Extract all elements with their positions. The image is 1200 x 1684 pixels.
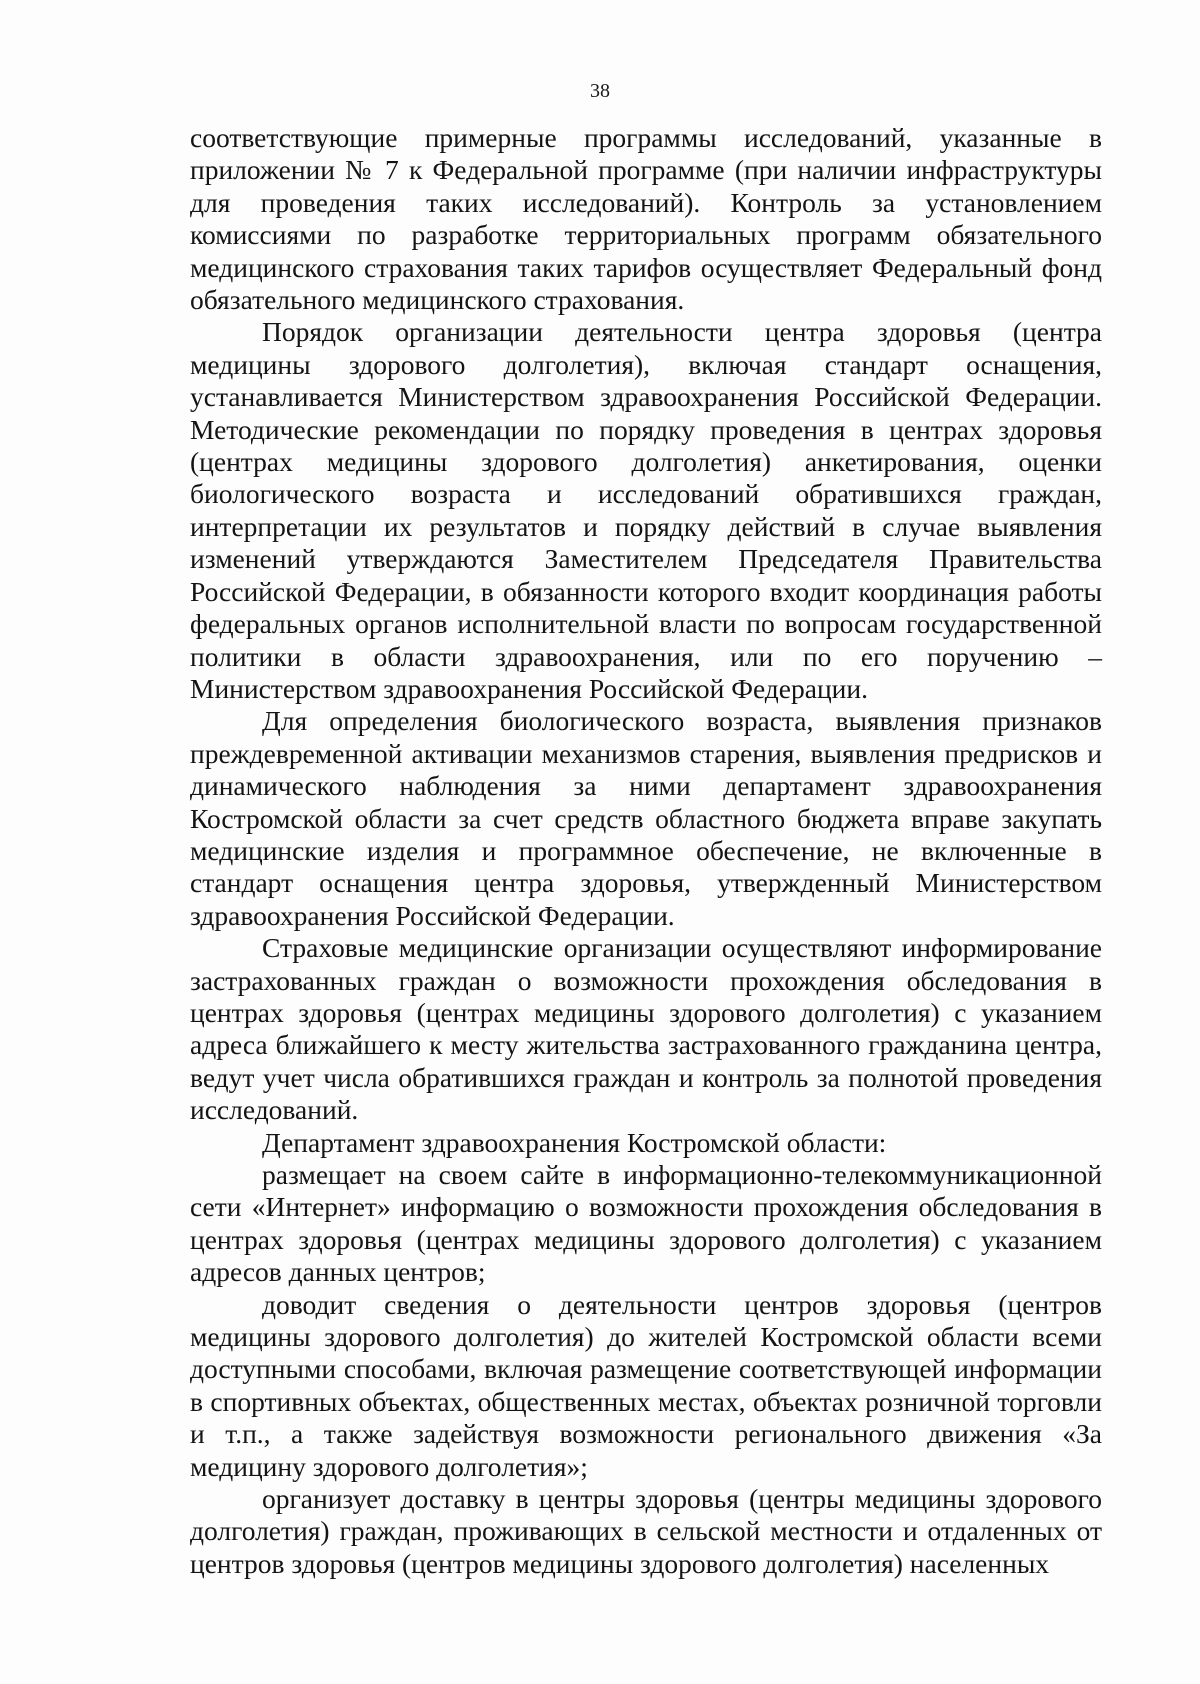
- paragraph-duty-website: размещает на своем сайте в информационно-телекоммуникационной сети «Интернет» информацию о возможности прохождения обследования в центрах здоровья (центрах медицины здорового долголетия) с указанием адресов данных центров;: [190, 1159, 1102, 1288]
- paragraph-department-intro: Департамент здравоохранения Костромской области:: [262, 1126, 887, 1158]
- paragraph-procedure: Порядок организации деятельности центра здоровья (центра медицины здорового долголетия), включая стандарт оснащения, устанавливается Министерством здравоохранения Российской Федерации. Методические рекомендации по порядку проведения в центрах здоровья (центрах медицины здорового долголетия) анкетирования, оценки биологического возраста и исследований обратившихся граждан, интерпретации их результатов и порядку действий в случае выявления изменений утверждаются Заместителем Председателя Правительства Российской Федерации, в обязанности которого входит координация работы федеральных органов исполнительной власти по вопросам государственной политики в области здравоохранения, или по его поручению – Министерством здравоохранения Российской Федерации.: [190, 316, 1102, 704]
- paragraph-continuation: соответствующие примерные программы исследований, указанные в приложении № 7 к Федеральной программе (при наличии инфраструктуры для проведения таких исследований). Контроль за установлением комиссиями по разработке территориальных программ обязательного медицинского страхования таких тарифов осуществляет Федеральный фонд обязательного медицинского страхования.: [190, 122, 1102, 316]
- paragraph-duty-inform: доводит сведения о деятельности центров здоровья (центров медицины здорового долголетия) до жителей Костромской области всеми доступными способами, включая размещение соответствующей информации в спортивных объектах, общественных местах, объектах розничной торговли и т.п., а также задействуя возможности регионального движения «За медицину здорового долголетия»;: [190, 1288, 1102, 1482]
- paragraph-duty-delivery: организует доставку в центры здоровья (центры медицины здорового долголетия) граждан, проживающих в сельской местности и отдаленных от центров здоровья (центров медицины здорового долголетия) населенных: [190, 1483, 1102, 1579]
- document-body: [190, 122, 1102, 1580]
- page-number: 38: [590, 80, 610, 102]
- paragraph-insurers: Страховые медицинские организации осуществляют информирование застрахованных граждан о возможности прохождения обследования в центрах здоровья (центрах медицины здорового долголетия) с указанием адреса ближайшего к месту жительства застрахованного гражданина центра, ведут учет числа обратившихся граждан и контроль за полнотой проведения исследований.: [190, 932, 1102, 1126]
- paragraph-biological-age: Для определения биологического возраста, выявления признаков преждевременной активации механизмов старения, выявления предрисков и динамического наблюдения за ними департамент здравоохранения Костромской области за счет средств областного бюджета вправе закупать медицинские изделия и программное обеспечение, не включенные в стандарт оснащения центра здоровья, утвержденный Министерством здравоохранения Российской Федерации.: [190, 705, 1102, 931]
